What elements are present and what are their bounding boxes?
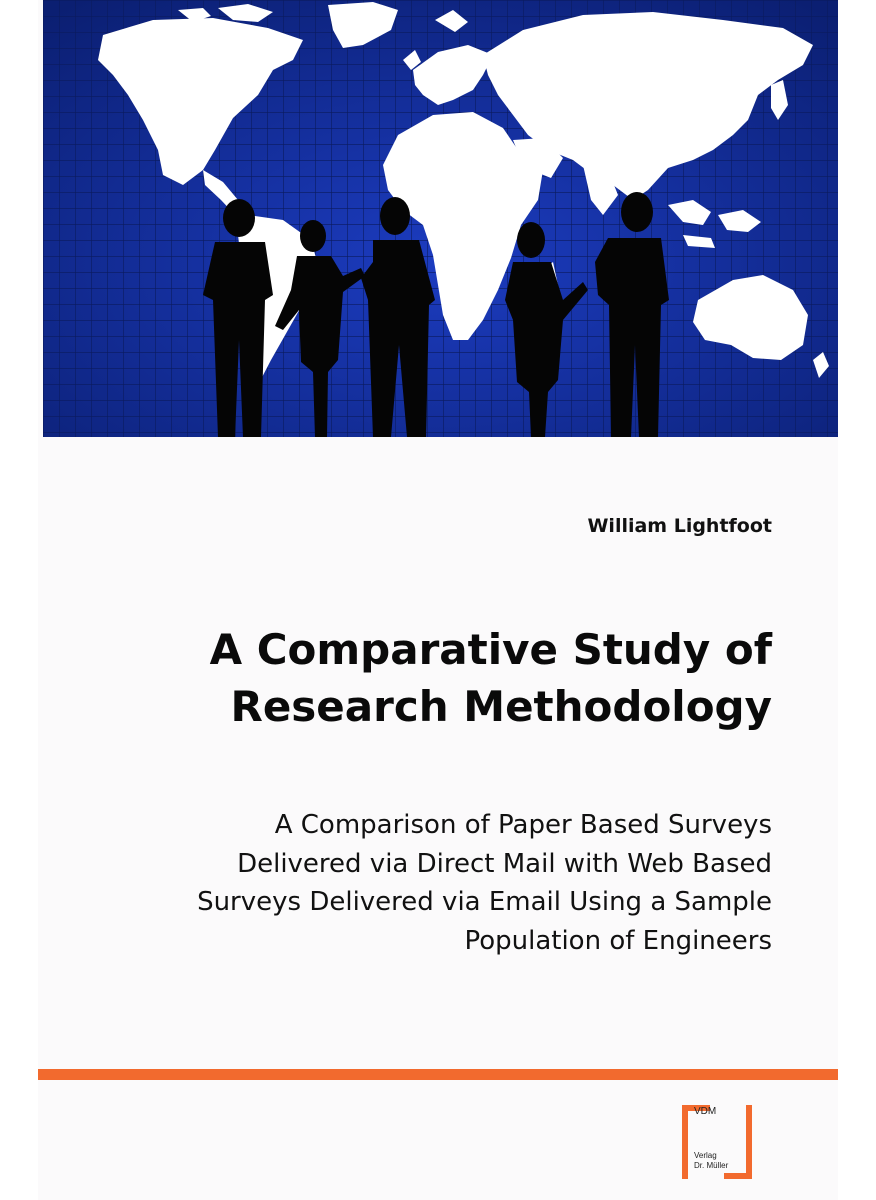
book-title <box>72 621 772 735</box>
publisher-name: VDM <box>694 1106 717 1117</box>
title-line: Research Methodology <box>230 682 772 731</box>
subtitle-line: A Comparison of Paper Based Surveys <box>274 810 772 840</box>
cover-illustration <box>43 0 838 437</box>
subtitle-line: Delivered via Direct Mail with Web Based <box>237 848 772 879</box>
title-line: A Comparative Study of <box>209 625 772 674</box>
accent-rule <box>38 1069 838 1080</box>
book-subtitle <box>52 806 772 960</box>
subtitle-line: Surveys Delivered via Email Using a Sample <box>197 887 772 917</box>
book-cover <box>38 0 838 1200</box>
imprint-line: Verlag <box>694 1151 717 1160</box>
publisher-imprint <box>694 1151 728 1171</box>
world-map-silhouettes-image <box>43 0 838 437</box>
imprint-line: Dr. Müller <box>694 1161 729 1170</box>
subtitle-line: Population of Engineers <box>464 925 772 956</box>
publisher-logo <box>680 1103 754 1181</box>
author-name: William Lightfoot <box>587 515 772 537</box>
